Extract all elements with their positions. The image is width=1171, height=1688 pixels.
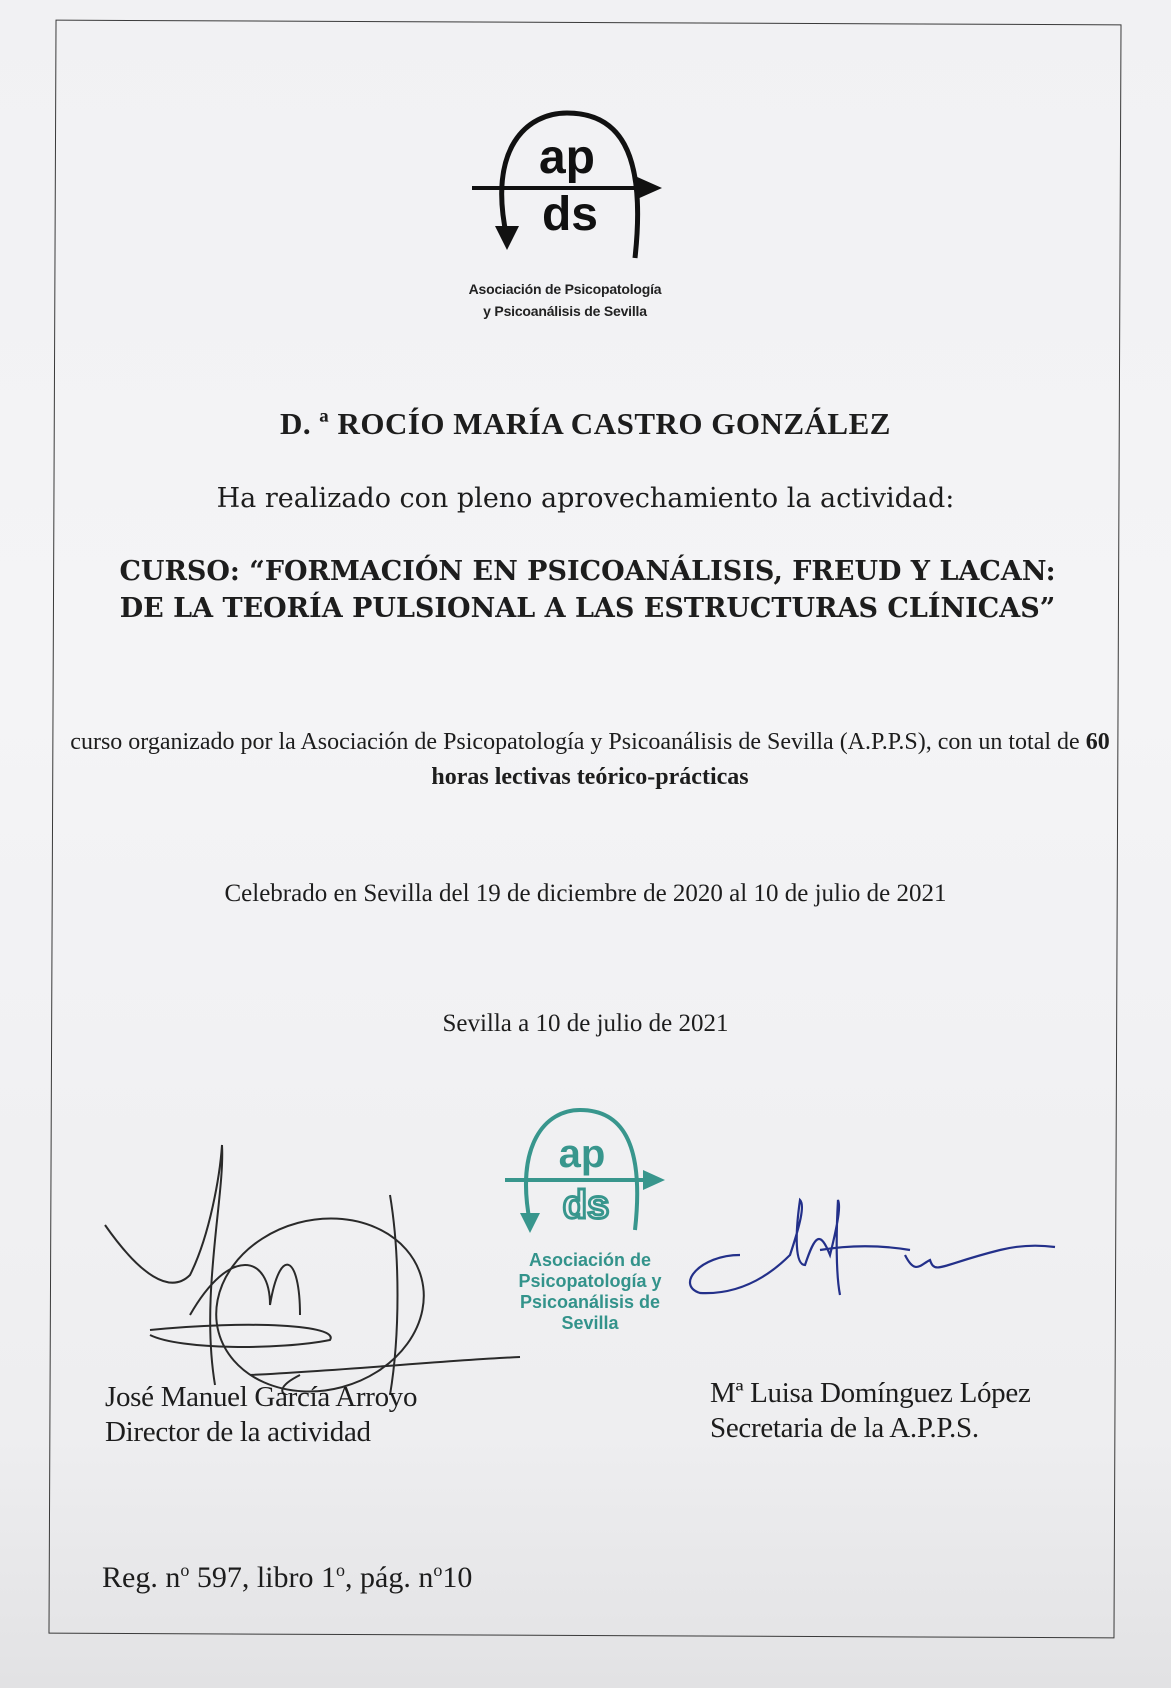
- place-date: Sevilla a 10 de julio de 2021: [442, 1010, 729, 1037]
- reg-sup: o: [433, 1560, 443, 1580]
- svg-text:ds: ds: [562, 1183, 610, 1227]
- stamp-line: Psicopatología y: [518, 1271, 662, 1291]
- apds-logo: [467, 108, 667, 273]
- celebrated-dates: Celebrado en Sevilla del 19 de diciembre de 2020 al 10 de julio de 2021: [224, 880, 947, 907]
- recipient-name: D. ª ROCÍO MARÍA CASTRO GONZÁLEZ: [280, 406, 891, 441]
- director-signature: [100, 1135, 530, 1395]
- intro-text: Ha realizado con pleno aprovechamiento la actividad:: [216, 483, 955, 514]
- reg-text: 10: [442, 1561, 473, 1594]
- registry-number: [102, 1560, 472, 1595]
- reg-text: , pág. n: [345, 1561, 434, 1594]
- signer-role: Secretaria de la A.P.P.S.: [710, 1412, 979, 1444]
- reg-text: 597, libro 1: [189, 1561, 336, 1594]
- director-signer: [105, 1380, 417, 1450]
- logo-org-name: [430, 278, 700, 322]
- hours-text: 60 horas lectivas teórico-prácticas: [431, 729, 1110, 790]
- course-title: CURSO: “FORMACIÓN EN PSICOANÁLISIS, FREUD Y LACAN: DE LA TEORÍA PULSIONAL A LAS ESTRUCTURAS CLÍNICAS”: [119, 556, 1056, 624]
- logo-line: Asociación de Psicopatología: [468, 281, 662, 297]
- reg-sup: o: [180, 1560, 190, 1580]
- stamp-line: Asociación de: [528, 1250, 652, 1270]
- svg-text:ap: ap: [538, 131, 596, 184]
- svg-text:ds: ds: [541, 188, 599, 241]
- stamp-line: Psicoanálisis de: [519, 1292, 661, 1312]
- secretary-signer: [710, 1376, 1031, 1446]
- organized-text: [60, 725, 1120, 795]
- organized-prefix: curso organizado por la Asociación de Psicopatología y Psicoanálisis de Sevilla (A.P.P.S), con un total de: [70, 729, 1086, 755]
- logo-line: y Psicoanálisis de Sevilla: [483, 303, 647, 319]
- stamp-line: Sevilla: [561, 1313, 619, 1333]
- svg-text:ap: ap: [558, 1132, 606, 1176]
- reg-sup: o: [336, 1560, 345, 1580]
- reg-text: Reg. n: [102, 1561, 181, 1594]
- signer-name: Mª Luisa Domínguez López: [710, 1377, 1031, 1409]
- signer-name: José Manuel García Arroyo: [105, 1381, 418, 1413]
- secretary-signature: [680, 1195, 1060, 1305]
- signer-role: Director de la actividad: [105, 1416, 371, 1448]
